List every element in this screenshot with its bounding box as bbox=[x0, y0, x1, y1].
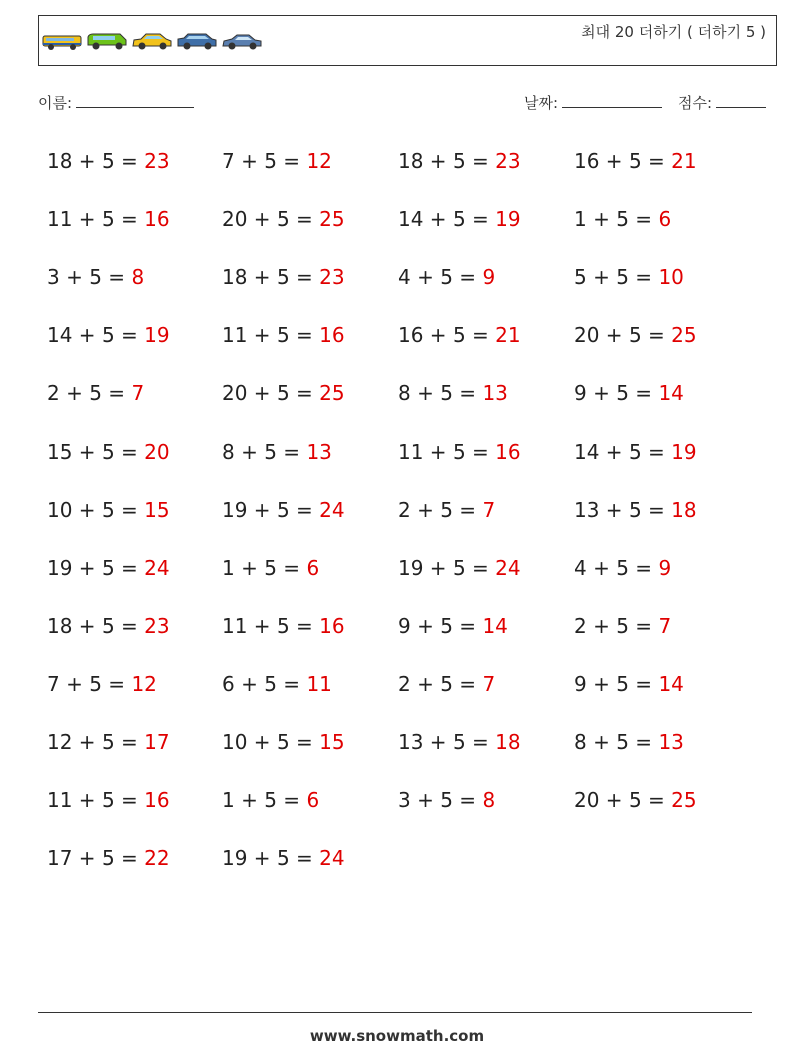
addend-a: 13 bbox=[574, 497, 600, 522]
addend-a: 11 bbox=[222, 613, 248, 638]
addend-a: 4 bbox=[574, 555, 587, 580]
worksheet-header bbox=[38, 15, 777, 66]
footer-divider bbox=[38, 1012, 752, 1013]
answer: 7 bbox=[482, 671, 496, 696]
problem-item: 4 + 5 = 9 bbox=[398, 265, 496, 290]
addend-b: 5 bbox=[101, 788, 115, 813]
addend-b: 5 bbox=[628, 149, 642, 173]
addend-a: 3 bbox=[47, 265, 60, 290]
answer: 19 bbox=[144, 323, 170, 348]
answer: 16 bbox=[319, 613, 345, 638]
yellow-van-icon bbox=[41, 30, 84, 52]
addend-b: 5 bbox=[101, 555, 115, 580]
problem-item: 6 + 5 = 11 bbox=[222, 671, 332, 696]
addend-a: 13 bbox=[398, 730, 424, 754]
addend-a: 1 bbox=[222, 788, 235, 813]
problem-item: 2 + 5 = 7 bbox=[574, 613, 672, 638]
answer: 23 bbox=[144, 149, 170, 173]
addend-b: 5 bbox=[101, 730, 115, 754]
addend-b: 5 bbox=[440, 381, 453, 406]
name-label: 이름: bbox=[38, 94, 73, 112]
addend-a: 15 bbox=[47, 439, 73, 464]
addend-a: 8 bbox=[222, 439, 235, 464]
addend-b: 5 bbox=[452, 149, 466, 173]
problem-item: 13 + 5 = 18 bbox=[574, 497, 697, 522]
answer: 23 bbox=[144, 613, 170, 638]
addend-a: 9 bbox=[398, 613, 411, 638]
addend-a: 7 bbox=[47, 671, 60, 696]
problem-item: 15 + 5 = 20 bbox=[47, 439, 170, 464]
problem-item: 11 + 5 = 16 bbox=[222, 323, 345, 348]
addend-b: 5 bbox=[264, 671, 277, 696]
name-field bbox=[38, 92, 194, 113]
addend-a: 10 bbox=[222, 730, 248, 754]
score-label: 점수: bbox=[678, 94, 713, 112]
addend-b: 5 bbox=[264, 149, 277, 173]
answer: 14 bbox=[658, 671, 684, 696]
addend-b: 5 bbox=[264, 555, 277, 580]
addend-a: 20 bbox=[574, 323, 600, 348]
addend-a: 1 bbox=[222, 555, 235, 580]
answer: 24 bbox=[495, 555, 521, 580]
addend-a: 2 bbox=[47, 381, 60, 406]
problem-item: 18 + 5 = 23 bbox=[222, 265, 345, 290]
answer: 16 bbox=[319, 323, 345, 348]
problem-item: 20 + 5 = 25 bbox=[222, 381, 345, 406]
addend-a: 3 bbox=[398, 788, 411, 813]
problem-item: 20 + 5 = 25 bbox=[574, 323, 697, 348]
answer: 7 bbox=[658, 613, 672, 638]
addend-a: 7 bbox=[222, 149, 235, 173]
addend-a: 11 bbox=[398, 439, 424, 464]
problem-item: 3 + 5 = 8 bbox=[47, 265, 145, 290]
addend-a: 19 bbox=[47, 555, 73, 580]
problem-item: 2 + 5 = 7 bbox=[398, 671, 496, 696]
problem-item: 14 + 5 = 19 bbox=[47, 323, 170, 348]
green-van-icon bbox=[86, 30, 129, 52]
blue-sedan-icon bbox=[221, 30, 264, 52]
answer: 19 bbox=[495, 207, 521, 232]
addend-a: 8 bbox=[398, 381, 411, 406]
answer: 9 bbox=[658, 555, 672, 580]
addend-b: 5 bbox=[452, 207, 466, 232]
footer-url: www.snowmath.com bbox=[309, 1027, 485, 1045]
addend-b: 5 bbox=[276, 265, 290, 290]
addend-b: 5 bbox=[89, 265, 102, 290]
answer: 8 bbox=[482, 788, 496, 813]
addend-b: 5 bbox=[101, 439, 115, 464]
answer: 15 bbox=[144, 497, 170, 522]
addend-a: 10 bbox=[47, 497, 73, 522]
addend-b: 5 bbox=[616, 381, 629, 406]
addend-b: 5 bbox=[452, 439, 466, 464]
answer: 6 bbox=[306, 555, 320, 580]
answer: 16 bbox=[144, 207, 170, 232]
addend-a: 1 bbox=[574, 207, 587, 232]
problem-item: 2 + 5 = 7 bbox=[47, 381, 145, 406]
problem-item: 11 + 5 = 16 bbox=[398, 439, 521, 464]
problem-item: 18 + 5 = 23 bbox=[398, 149, 521, 173]
answer: 23 bbox=[495, 149, 521, 173]
addend-b: 5 bbox=[440, 671, 453, 696]
addend-a: 14 bbox=[398, 207, 424, 232]
answer: 13 bbox=[306, 439, 332, 464]
answer: 10 bbox=[658, 265, 684, 290]
answer: 7 bbox=[482, 497, 496, 522]
addend-b: 5 bbox=[101, 323, 115, 348]
blue-suv-icon bbox=[176, 30, 219, 52]
addend-a: 11 bbox=[222, 323, 248, 348]
addend-b: 5 bbox=[440, 613, 453, 638]
problem-item: 12 + 5 = 17 bbox=[47, 730, 170, 754]
answer: 25 bbox=[319, 207, 345, 232]
addend-b: 5 bbox=[628, 497, 642, 522]
addend-b: 5 bbox=[440, 788, 453, 813]
problem-item: 10 + 5 = 15 bbox=[47, 497, 170, 522]
answer: 12 bbox=[131, 671, 157, 696]
addend-a: 14 bbox=[47, 323, 73, 348]
addend-b: 5 bbox=[628, 439, 642, 464]
addend-b: 5 bbox=[89, 671, 102, 696]
answer: 25 bbox=[671, 323, 697, 348]
addend-a: 6 bbox=[222, 671, 235, 696]
addend-a: 11 bbox=[47, 788, 73, 813]
answer: 9 bbox=[482, 265, 496, 290]
problem-item: 14 + 5 = 19 bbox=[398, 207, 521, 232]
addend-b: 5 bbox=[264, 788, 277, 813]
answer: 6 bbox=[306, 788, 320, 813]
addend-a: 4 bbox=[398, 265, 411, 290]
answer: 14 bbox=[482, 613, 508, 638]
problem-item: 10 + 5 = 15 bbox=[222, 730, 345, 754]
addend-a: 2 bbox=[574, 613, 587, 638]
addend-b: 5 bbox=[440, 497, 453, 522]
answer: 24 bbox=[319, 497, 345, 522]
problem-item: 20 + 5 = 25 bbox=[222, 207, 345, 232]
addend-b: 5 bbox=[452, 730, 466, 754]
answer: 19 bbox=[671, 439, 697, 464]
score-blank bbox=[716, 93, 766, 108]
addend-a: 17 bbox=[47, 846, 73, 871]
addend-b: 5 bbox=[616, 730, 629, 754]
addend-a: 8 bbox=[574, 730, 587, 754]
addend-b: 5 bbox=[452, 323, 466, 348]
problem-item: 20 + 5 = 25 bbox=[574, 788, 697, 813]
addend-b: 5 bbox=[276, 846, 290, 871]
date-label: 날짜: bbox=[524, 94, 559, 112]
problem-item: 4 + 5 = 9 bbox=[574, 555, 672, 580]
problem-item: 1 + 5 = 6 bbox=[222, 788, 320, 813]
addend-b: 5 bbox=[101, 497, 115, 522]
addend-a: 19 bbox=[222, 497, 248, 522]
problem-item: 11 + 5 = 16 bbox=[222, 613, 345, 638]
answer: 13 bbox=[658, 730, 684, 754]
problem-item: 18 + 5 = 23 bbox=[47, 149, 170, 173]
problem-item: 3 + 5 = 8 bbox=[398, 788, 496, 813]
answer: 23 bbox=[319, 265, 345, 290]
addend-a: 18 bbox=[222, 265, 248, 290]
problem-item: 18 + 5 = 23 bbox=[47, 613, 170, 638]
answer: 11 bbox=[306, 671, 332, 696]
addend-a: 9 bbox=[574, 671, 587, 696]
car-icons bbox=[41, 30, 264, 52]
problem-item: 8 + 5 = 13 bbox=[398, 381, 508, 406]
answer: 24 bbox=[319, 846, 345, 871]
answer: 14 bbox=[658, 381, 684, 406]
addend-b: 5 bbox=[276, 207, 290, 232]
addend-b: 5 bbox=[101, 613, 115, 638]
addend-a: 20 bbox=[222, 207, 248, 232]
answer: 18 bbox=[671, 497, 697, 522]
addend-b: 5 bbox=[628, 323, 642, 348]
addend-b: 5 bbox=[616, 613, 629, 638]
addend-a: 5 bbox=[574, 265, 587, 290]
answer: 16 bbox=[144, 788, 170, 813]
score-field bbox=[678, 92, 766, 113]
answer: 22 bbox=[144, 846, 170, 871]
addend-a: 16 bbox=[574, 149, 600, 173]
problem-item: 14 + 5 = 19 bbox=[574, 439, 697, 464]
addend-b: 5 bbox=[101, 149, 115, 173]
problem-item: 19 + 5 = 24 bbox=[222, 846, 345, 871]
addend-b: 5 bbox=[616, 671, 629, 696]
problem-item: 9 + 5 = 14 bbox=[398, 613, 508, 638]
worksheet-title: 최대 20 더하기 ( 더하기 5 ) bbox=[581, 23, 766, 41]
problem-item: 19 + 5 = 24 bbox=[222, 497, 345, 522]
answer: 21 bbox=[495, 323, 521, 348]
addend-a: 14 bbox=[574, 439, 600, 464]
problem-item: 9 + 5 = 14 bbox=[574, 671, 684, 696]
answer: 17 bbox=[144, 730, 170, 754]
answer: 7 bbox=[131, 381, 145, 406]
problem-item: 16 + 5 = 21 bbox=[574, 149, 697, 173]
name-blank bbox=[76, 93, 194, 108]
addend-b: 5 bbox=[628, 788, 642, 813]
problem-item: 7 + 5 = 12 bbox=[222, 149, 332, 173]
yellow-car-icon bbox=[131, 30, 174, 52]
answer: 15 bbox=[319, 730, 345, 754]
answer: 6 bbox=[658, 207, 672, 232]
answer: 18 bbox=[495, 730, 521, 754]
addend-a: 9 bbox=[574, 381, 587, 406]
date-blank bbox=[562, 93, 662, 108]
problem-item: 7 + 5 = 12 bbox=[47, 671, 157, 696]
addend-b: 5 bbox=[89, 381, 102, 406]
addend-a: 11 bbox=[47, 207, 73, 232]
date-field bbox=[524, 92, 662, 113]
addend-a: 16 bbox=[398, 323, 424, 348]
answer: 12 bbox=[306, 149, 332, 173]
problem-item: 13 + 5 = 18 bbox=[398, 730, 521, 754]
addend-b: 5 bbox=[276, 730, 290, 754]
addend-b: 5 bbox=[616, 555, 629, 580]
addend-a: 19 bbox=[222, 846, 248, 871]
problem-item: 2 + 5 = 7 bbox=[398, 497, 496, 522]
addend-a: 19 bbox=[398, 555, 424, 580]
problem-item: 9 + 5 = 14 bbox=[574, 381, 684, 406]
addend-b: 5 bbox=[264, 439, 277, 464]
problem-item: 8 + 5 = 13 bbox=[574, 730, 684, 754]
addend-a: 2 bbox=[398, 497, 411, 522]
problem-item: 1 + 5 = 6 bbox=[222, 555, 320, 580]
addend-a: 12 bbox=[47, 730, 73, 754]
problem-item: 11 + 5 = 16 bbox=[47, 788, 170, 813]
problem-item: 16 + 5 = 21 bbox=[398, 323, 521, 348]
addend-b: 5 bbox=[276, 323, 290, 348]
answer: 13 bbox=[482, 381, 508, 406]
problem-item: 1 + 5 = 6 bbox=[574, 207, 672, 232]
addend-b: 5 bbox=[452, 555, 466, 580]
addend-b: 5 bbox=[276, 497, 290, 522]
addend-a: 18 bbox=[398, 149, 424, 173]
addend-b: 5 bbox=[101, 846, 115, 871]
answer: 21 bbox=[671, 149, 697, 173]
addend-b: 5 bbox=[101, 207, 115, 232]
addend-a: 18 bbox=[47, 613, 73, 638]
problem-item: 17 + 5 = 22 bbox=[47, 846, 170, 871]
addend-a: 20 bbox=[574, 788, 600, 813]
answer: 24 bbox=[144, 555, 170, 580]
addend-a: 20 bbox=[222, 381, 248, 406]
problem-item: 19 + 5 = 24 bbox=[47, 555, 170, 580]
answer: 16 bbox=[495, 439, 521, 464]
addend-a: 18 bbox=[47, 149, 73, 173]
addend-b: 5 bbox=[616, 265, 629, 290]
problem-item: 5 + 5 = 10 bbox=[574, 265, 684, 290]
addend-b: 5 bbox=[276, 613, 290, 638]
problem-item: 8 + 5 = 13 bbox=[222, 439, 332, 464]
problem-item: 11 + 5 = 16 bbox=[47, 207, 170, 232]
answer: 25 bbox=[671, 788, 697, 813]
addend-b: 5 bbox=[440, 265, 453, 290]
addend-a: 2 bbox=[398, 671, 411, 696]
problem-item: 19 + 5 = 24 bbox=[398, 555, 521, 580]
answer: 25 bbox=[319, 381, 345, 406]
addend-b: 5 bbox=[616, 207, 629, 232]
answer: 8 bbox=[131, 265, 145, 290]
addend-b: 5 bbox=[276, 381, 290, 406]
answer: 20 bbox=[144, 439, 170, 464]
